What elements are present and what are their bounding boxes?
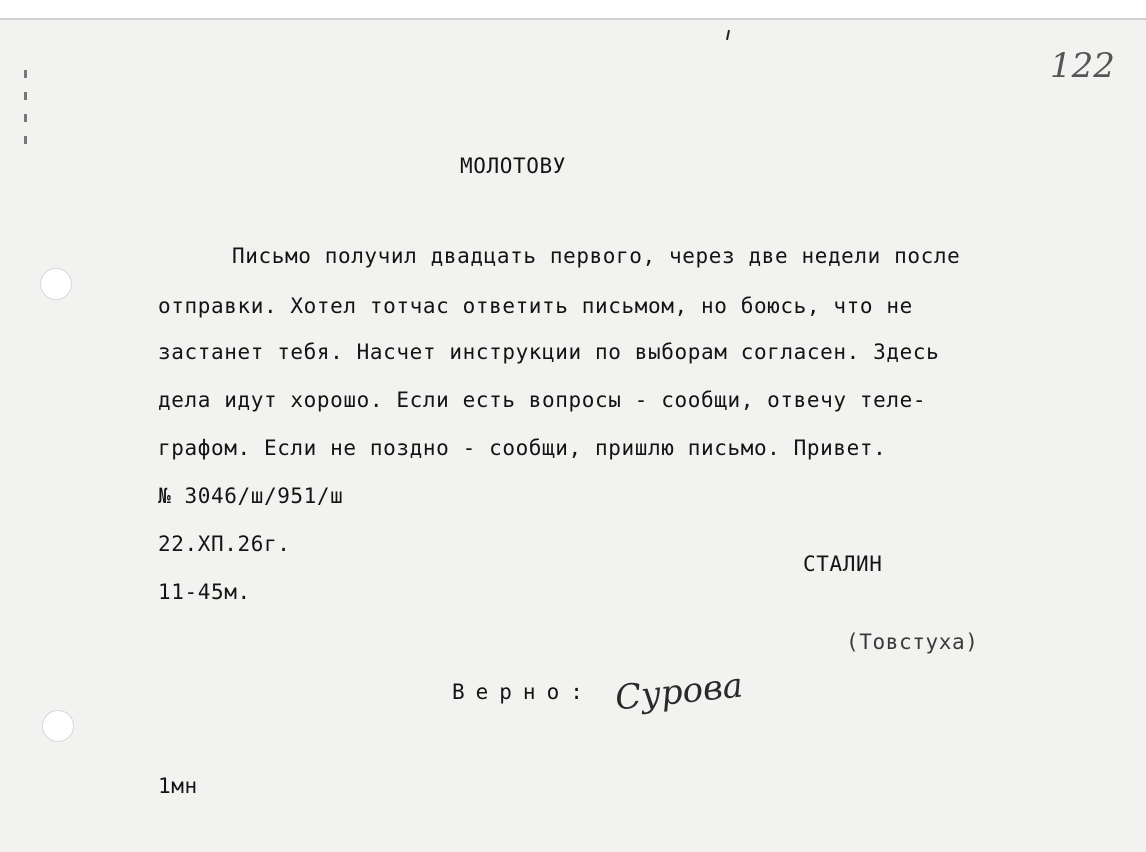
body-line-3: застанет тебя. Насчет инструкции по выборам согласен. Здесь: [158, 340, 940, 364]
edge-marks: [24, 70, 30, 160]
body-line-2: отправки. Хотел тотчас ответить письмом, но боюсь, что не: [158, 294, 913, 318]
date: 22.ХП.26г.: [158, 532, 291, 556]
certified-signature: Сурова: [613, 665, 745, 719]
signature-name: СТАЛИН: [803, 552, 883, 576]
document-page: [0, 18, 1146, 852]
body-line-5: графом. Если не поздно - сообщи, пришлю письмо. Привет.: [158, 436, 887, 460]
reference-number: № 3046/ш/951/ш: [158, 484, 344, 508]
punch-hole-top: [40, 268, 72, 300]
addressee: МОЛОТОВУ: [460, 154, 566, 178]
secretary-name: (Товстуха): [846, 630, 979, 654]
ink-mark: [726, 30, 730, 40]
punch-hole-bottom: [42, 710, 74, 742]
body-line-1: Письмо получил двадцать первого, через две недели после: [232, 244, 961, 268]
body-line-4: дела идут хорошо. Если есть вопросы - сообщи, отвечу теле-: [158, 388, 927, 412]
time: 11-45м.: [158, 580, 251, 604]
certified-label: Верно:: [452, 680, 594, 704]
copy-count: 1мн: [158, 774, 198, 798]
page-number: 122: [1050, 46, 1115, 86]
